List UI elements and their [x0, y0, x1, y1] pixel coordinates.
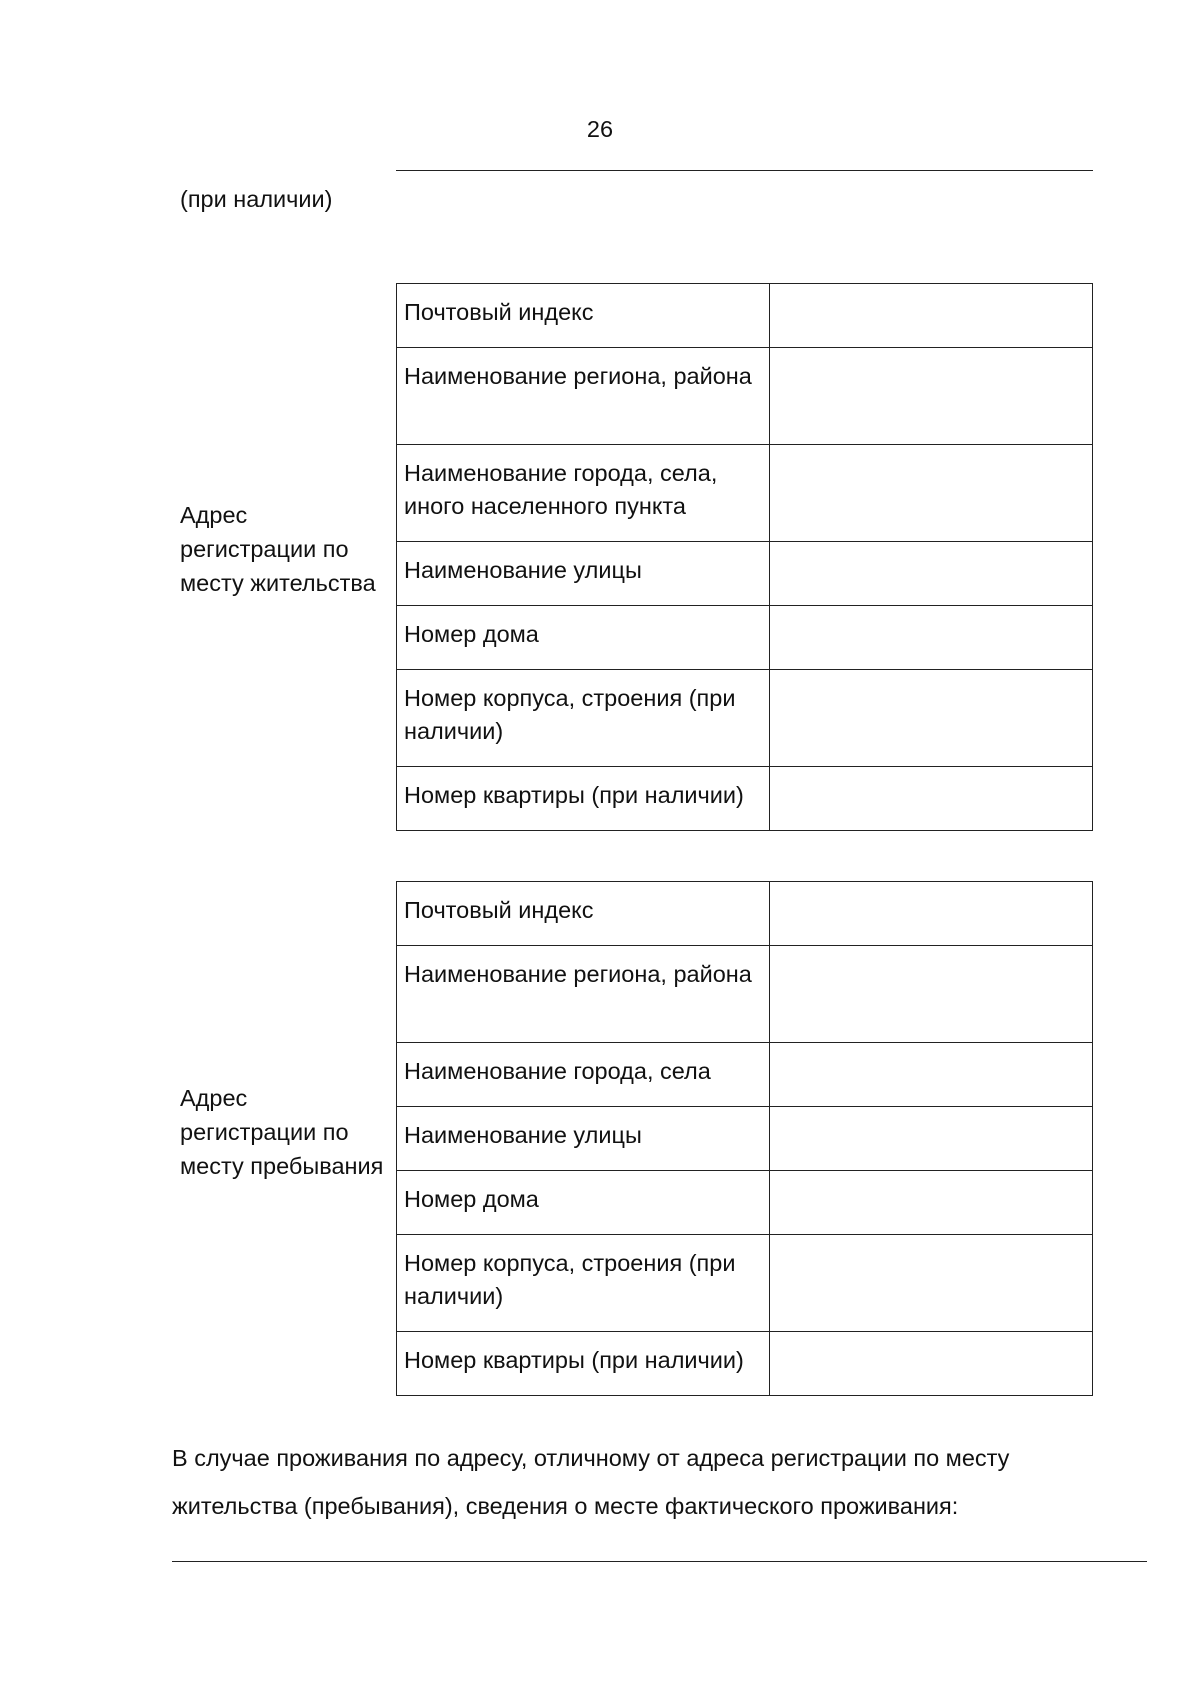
- field-value-cell[interactable]: [770, 946, 1093, 1043]
- label-line: месту жительства: [180, 570, 376, 596]
- field-label: Наименование улицы: [397, 542, 770, 606]
- field-value-cell[interactable]: [770, 1332, 1093, 1396]
- table-row: [397, 1107, 1093, 1171]
- field-value-cell[interactable]: [770, 542, 1093, 606]
- label-line: Адрес: [180, 502, 248, 528]
- field-label: Номер дома: [397, 606, 770, 670]
- label-line: регистрации по: [180, 536, 349, 562]
- table-row: [397, 882, 1093, 946]
- field-value-cell[interactable]: [770, 670, 1093, 767]
- table-row: [397, 606, 1093, 670]
- field-value-cell[interactable]: [770, 767, 1093, 831]
- field-label: Наименование улицы: [397, 1107, 770, 1171]
- table-row: [397, 445, 1093, 542]
- note-if-present: (при наличии): [180, 186, 333, 212]
- table-row: [397, 284, 1093, 348]
- residence-address-label: [180, 498, 395, 600]
- field-value-cell[interactable]: [770, 1171, 1093, 1235]
- field-label: Наименование города, села, иного населенного пункта: [397, 445, 770, 542]
- table-row: [397, 767, 1093, 831]
- field-label: Почтовый индекс: [397, 882, 770, 946]
- stay-address-table: [396, 881, 1093, 1396]
- label-line: Адрес: [180, 1085, 248, 1111]
- field-label: Номер дома: [397, 1171, 770, 1235]
- table-row: [397, 1235, 1093, 1332]
- top-fill-line: [396, 170, 1093, 171]
- label-line: регистрации по: [180, 1119, 349, 1145]
- residence-address-table: [396, 283, 1093, 831]
- label-line: месту пребывания: [180, 1153, 384, 1179]
- table-row: [397, 1332, 1093, 1396]
- field-value-cell[interactable]: [770, 1043, 1093, 1107]
- field-value-cell[interactable]: [770, 445, 1093, 542]
- table-row: [397, 670, 1093, 767]
- field-value-cell[interactable]: [770, 882, 1093, 946]
- paragraph-line: жительства (пребывания), сведения о месте фактического проживания:: [172, 1493, 959, 1519]
- table-row: [397, 1043, 1093, 1107]
- field-label: Почтовый индекс: [397, 284, 770, 348]
- field-label: Наименование региона, района: [397, 946, 770, 1043]
- field-label: Номер корпуса, строения (при наличии): [397, 670, 770, 767]
- field-label: Номер корпуса, строения (при наличии): [397, 1235, 770, 1332]
- field-label: Номер квартиры (при наличии): [397, 767, 770, 831]
- stay-address-label: [180, 1081, 395, 1183]
- actual-residence-paragraph: [172, 1434, 1072, 1530]
- field-value-cell[interactable]: [770, 348, 1093, 445]
- field-label: Номер квартиры (при наличии): [397, 1332, 770, 1396]
- field-value-cell[interactable]: [770, 1235, 1093, 1332]
- paragraph-line: В случае проживания по адресу, отличному от адреса регистрации по месту: [172, 1445, 1010, 1471]
- field-label: Наименование города, села: [397, 1043, 770, 1107]
- field-value-cell[interactable]: [770, 1107, 1093, 1171]
- field-value-cell[interactable]: [770, 606, 1093, 670]
- table-row: [397, 1171, 1093, 1235]
- table-row: [397, 348, 1093, 445]
- field-label: Наименование региона, района: [397, 348, 770, 445]
- page-number: 26: [586, 116, 614, 142]
- table-row: [397, 946, 1093, 1043]
- field-value-cell[interactable]: [770, 284, 1093, 348]
- actual-residence-fill-line[interactable]: [172, 1561, 1147, 1562]
- table-row: [397, 542, 1093, 606]
